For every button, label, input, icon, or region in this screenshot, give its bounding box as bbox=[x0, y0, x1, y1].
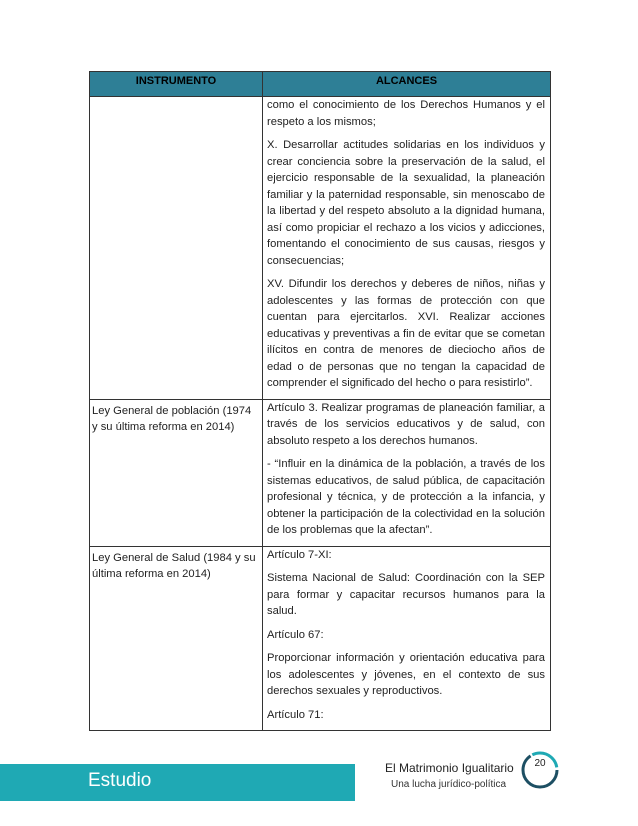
table-row bbox=[90, 97, 551, 400]
scope-cell bbox=[263, 97, 551, 400]
scope-paragraph: Sistema Nacional de Salud: Coordinación con la SEP para formar y capacitar recursos humanos para la salud. bbox=[267, 572, 545, 617]
header-instrumento: INSTRUMENTO bbox=[90, 72, 263, 97]
scope-paragraph: Proporcionar información y orientación educativa para los adolescentes y jóvenes, en el contexto de sus derechos sexuales y reproductivos. bbox=[267, 652, 545, 697]
table-header-row bbox=[90, 72, 551, 97]
footer-title: El Matrimonio Igualitario bbox=[385, 761, 514, 775]
page-number-badge bbox=[520, 750, 560, 790]
page-footer bbox=[0, 754, 638, 826]
scope-paragraph: XV. Difundir los derechos y deberes de niños, niñas y adolescentes y las formas de protección con que cuentan para ejercitarlos. XVI. Realizar acciones educativas y preventivas a fin de evitar que se cometan ilícitos en contra de menores de dieciocho años de edad o de personas que no tengan la capacidad de comprender el significado del hecho o para resistirlo”. bbox=[267, 278, 545, 389]
scope-paragraph: Artículo 67: bbox=[267, 628, 324, 641]
scope-paragraph: Artículo 71: bbox=[267, 708, 324, 721]
footer-band bbox=[0, 764, 355, 801]
scope-paragraph: Artículo 7-XI: bbox=[267, 548, 332, 561]
page-number: 20 bbox=[534, 758, 546, 769]
scope-paragraph: como el conocimiento de los Derechos Humanos y el respeto a los mismos; bbox=[267, 99, 545, 128]
scope-cell bbox=[263, 546, 551, 731]
table-row bbox=[90, 546, 551, 731]
header-alcances: ALCANCES bbox=[263, 72, 551, 97]
scope-paragraph: - “Influir en la dinámica de la población, a través de los sistemas educativos, de salud pública, de capacitación profesional y técnica, y de protección a la infancia, y obtener la participación de la colectividad en la solución de los problemas que la afectan”. bbox=[267, 458, 545, 536]
ring-icon bbox=[520, 750, 560, 790]
instrument-cell bbox=[90, 97, 263, 400]
instrument-cell: Ley General de población (1974 y su última reforma en 2014) bbox=[90, 399, 263, 546]
scope-paragraph: X. Desarrollar actitudes solidarias en los individuos y crear conciencia sobre la preservación de la salud, el ejercicio responsable de la sexualidad, la planeación familiar y la paternidad responsable, sin menoscabo de la libertad y del respeto absoluto a la dignidad humana, así como propiciar el rechazo a los vicios y adicciones, fomentando el conocimiento de sus causas, riesgos y consecuencias; bbox=[267, 139, 545, 267]
section-label: Estudio bbox=[88, 770, 152, 791]
instrument-cell: Ley General de Salud (1984 y su última reforma en 2014) bbox=[90, 546, 263, 731]
table-row bbox=[90, 399, 551, 546]
scope-paragraph: Artículo 3. Realizar programas de planeación familiar, a través de los servicios educativos y de salud, con absoluto respeto a los derechos humanos. bbox=[267, 401, 545, 447]
scope-table bbox=[89, 71, 551, 731]
scope-cell bbox=[263, 399, 551, 546]
footer-subtitle: Una lucha jurídico-política bbox=[391, 779, 507, 790]
